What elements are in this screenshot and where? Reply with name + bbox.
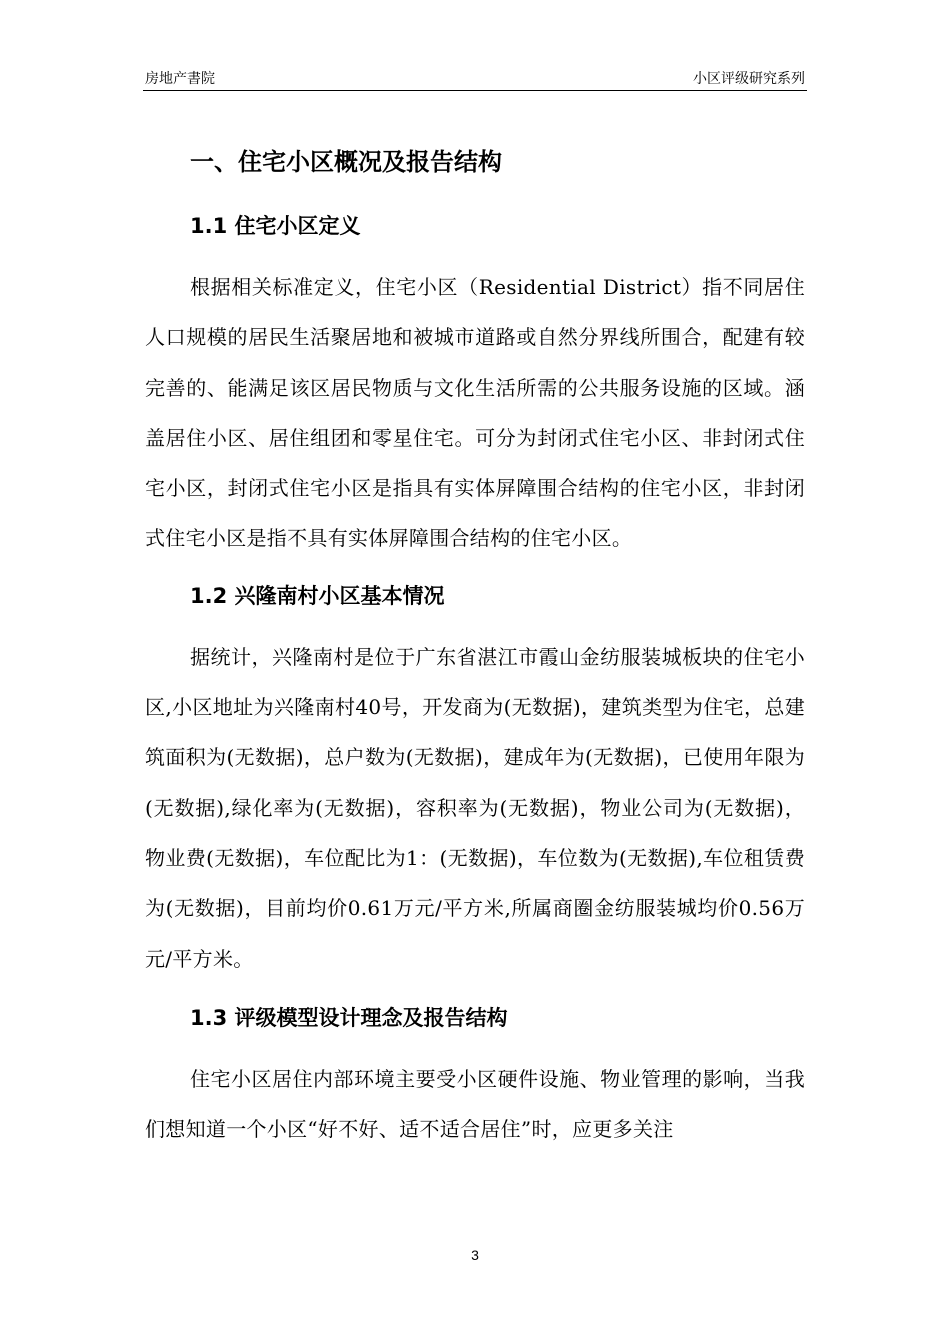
paragraph-definition: 根据相关标准定义，住宅小区（Residential District）指不同居住人口规模的居民生活聚居地和被城市道路或自然分界线所围合，配建有较完善的、能满足该区居民物质与文化生活所需的公共服务设施的区域。涵盖居住小区、居住组团和零星住宅。可分为封闭式住宅小区、非封闭式住宅小区，封闭式住宅小区是指具有实体屏障围合结构的住宅小区，非封闭式住宅小区是指不具有实体屏障围合结构的住宅小区。 — [145, 275, 805, 551]
paragraph-model-design: 住宅小区居住内部环境主要受小区硬件设施、物业管理的影响，当我们想知道一个小区“好不好、适不适合居住”时，应更多关注 — [145, 1066, 805, 1142]
header-left-label: 房地产書院 — [145, 71, 215, 87]
header-right-label: 小区评级研究系列 — [693, 71, 805, 87]
subsection-title-1-2: 1.2 兴隆南村小区基本情况 — [190, 583, 445, 608]
subsection-title-1-1: 1.1 住宅小区定义 — [190, 214, 361, 238]
section-title: 一、住宅小区概况及报告结构 — [190, 148, 502, 176]
page-header — [143, 66, 807, 91]
subsection-title-1-3: 1.3 评级模型设计理念及报告结构 — [190, 1005, 508, 1030]
page-content — [145, 140, 805, 1154]
page-number: 3 — [471, 1247, 479, 1263]
paragraph-basic-info: 据统计，兴隆南村是位于广东省湛江市霞山金纺服装城板块的住宅小区,小区地址为兴隆南村40号，开发商为(无数据)，建筑类型为住宅，总建筑面积为(无数据)，总户数为(无数据)，建成年为(无数据)，已使用年限为(无数据),绿化率为(无数据)，容积率为(无数据)，物业公司为(无数据)，物业费(无数据)，车位配比为1：(无数据)，车位数为(无数据),车位租赁费为(无数据)，目前均价0.61万元/平方米,所属商圈金纺服装城均价0.56万元/平方米。 — [145, 644, 805, 971]
